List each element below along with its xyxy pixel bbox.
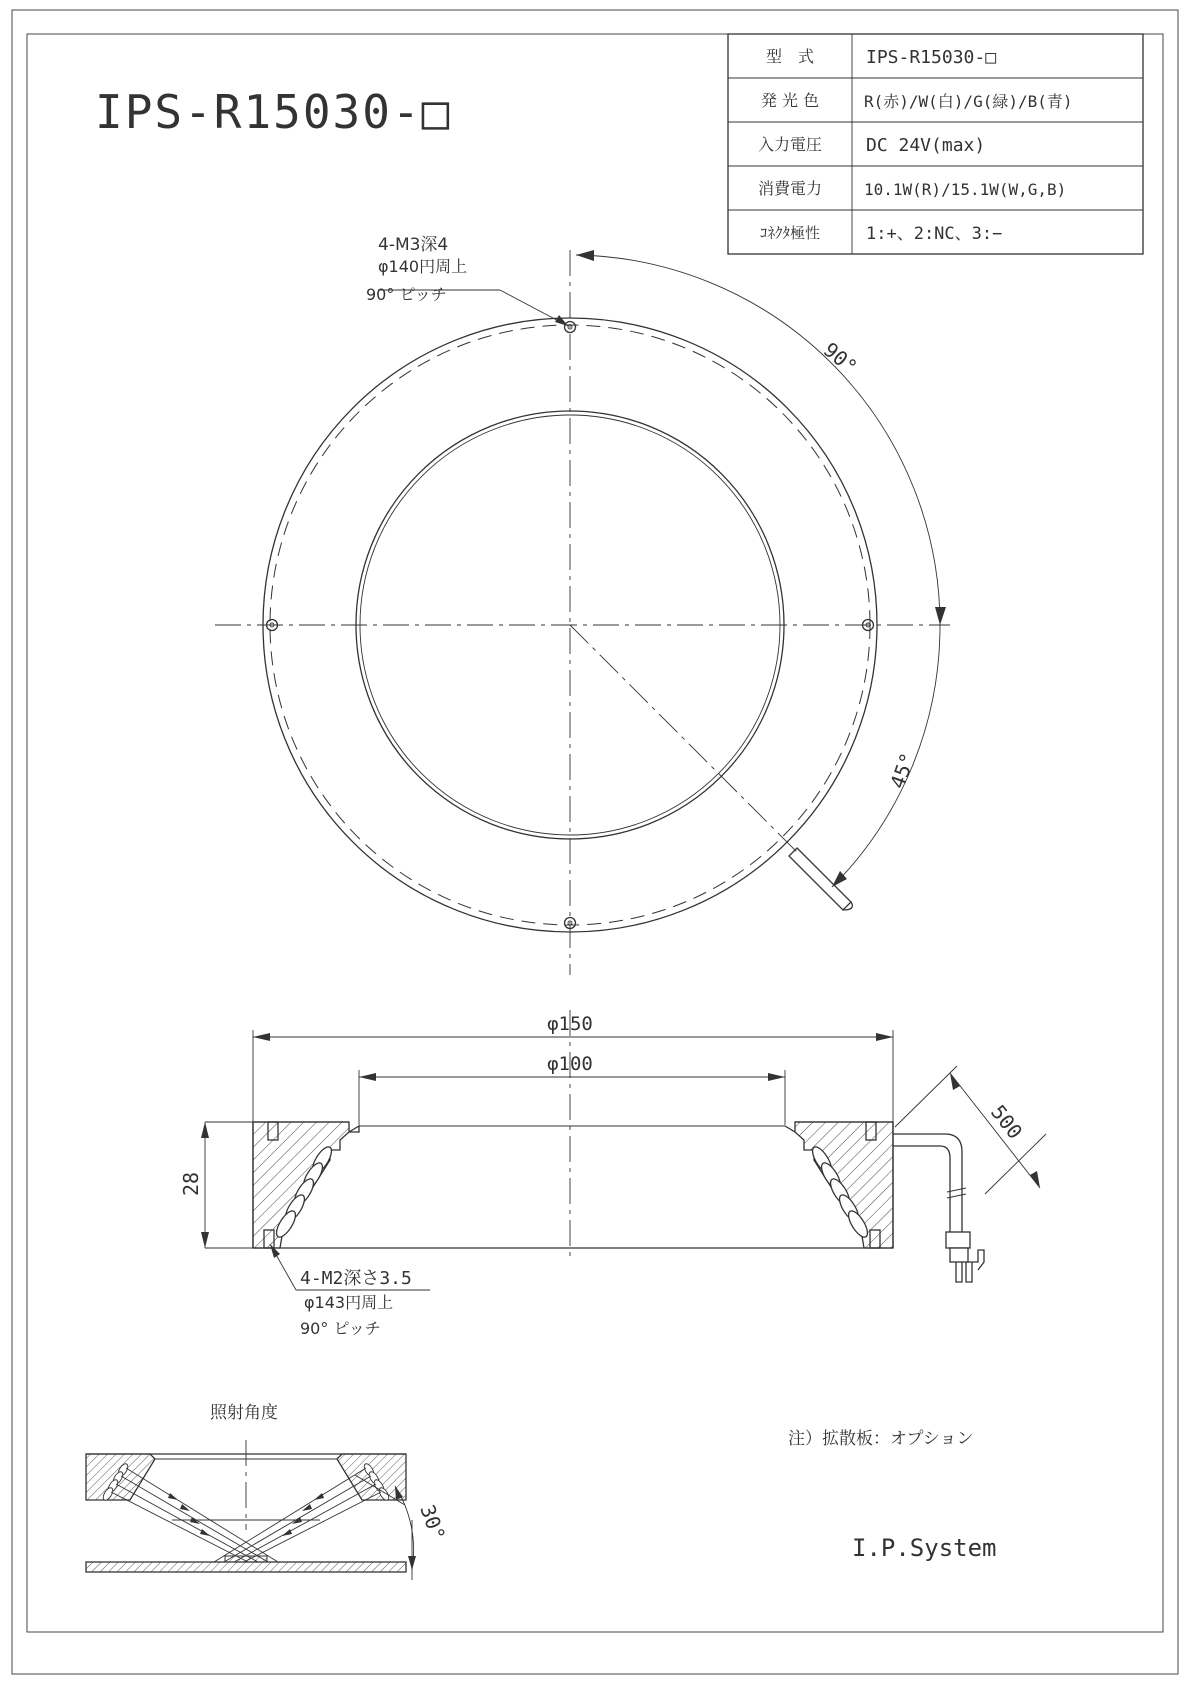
irradiation-angle: 30° (415, 1501, 451, 1544)
outer-border (12, 10, 1178, 1674)
top-hole-note-3: 90° ピッチ (366, 285, 447, 304)
top-hole-note-2: φ140円周上 (378, 257, 468, 276)
spec-value-power: 10.1W(R)/15.1W(W,G,B) (864, 180, 1067, 199)
connector (946, 1232, 984, 1282)
spec-value-model: IPS-R15030-□ (866, 47, 997, 68)
drawing-title: IPS-R15030-□ (95, 85, 452, 139)
dim-inner-diameter: φ100 (547, 1053, 593, 1075)
dim-outer-diameter: φ150 (547, 1013, 593, 1035)
side-view (201, 1010, 1046, 1290)
spec-label-voltage: 入力電圧 (757, 135, 823, 154)
spec-label-power: 消費電力 (757, 179, 823, 198)
side-hole-note-3: 90° ピッチ (300, 1319, 381, 1338)
irradiation-diagram (86, 1440, 416, 1580)
dim-height: 28 (179, 1171, 203, 1196)
spec-label-model: 型 式 (765, 47, 815, 66)
dim-cable-length: 500 (986, 1100, 1028, 1144)
note-diffuser: 注）拡散板：オプション (788, 1429, 974, 1449)
irradiation-title: 照射角度 (210, 1403, 278, 1423)
angle-45-label: 45° (885, 749, 921, 792)
spec-table (728, 34, 1143, 254)
side-hole-note-2: φ143円周上 (304, 1293, 394, 1312)
company-name: I.P.System (852, 1534, 997, 1562)
side-hole-note-1: 4-M2深さ3.5 (300, 1268, 412, 1289)
spec-label-color: 発 光 色 (760, 91, 820, 110)
spec-value-color: R(赤)/W(白)/G(緑)/B(青) (864, 92, 1073, 111)
angle-90-label: 90° (818, 337, 862, 380)
inner-border (27, 34, 1163, 1632)
top-hole-note-1: 4-M3深4 (378, 235, 449, 255)
spec-value-polarity: 1:+、2:NC、3:− (866, 224, 1003, 244)
angle-90-arc (576, 255, 940, 625)
spec-label-polarity: ｺﾈｸﾀ極性 (759, 224, 821, 242)
spec-value-voltage: DC 24V(max) (866, 135, 986, 156)
cable (893, 1134, 962, 1232)
